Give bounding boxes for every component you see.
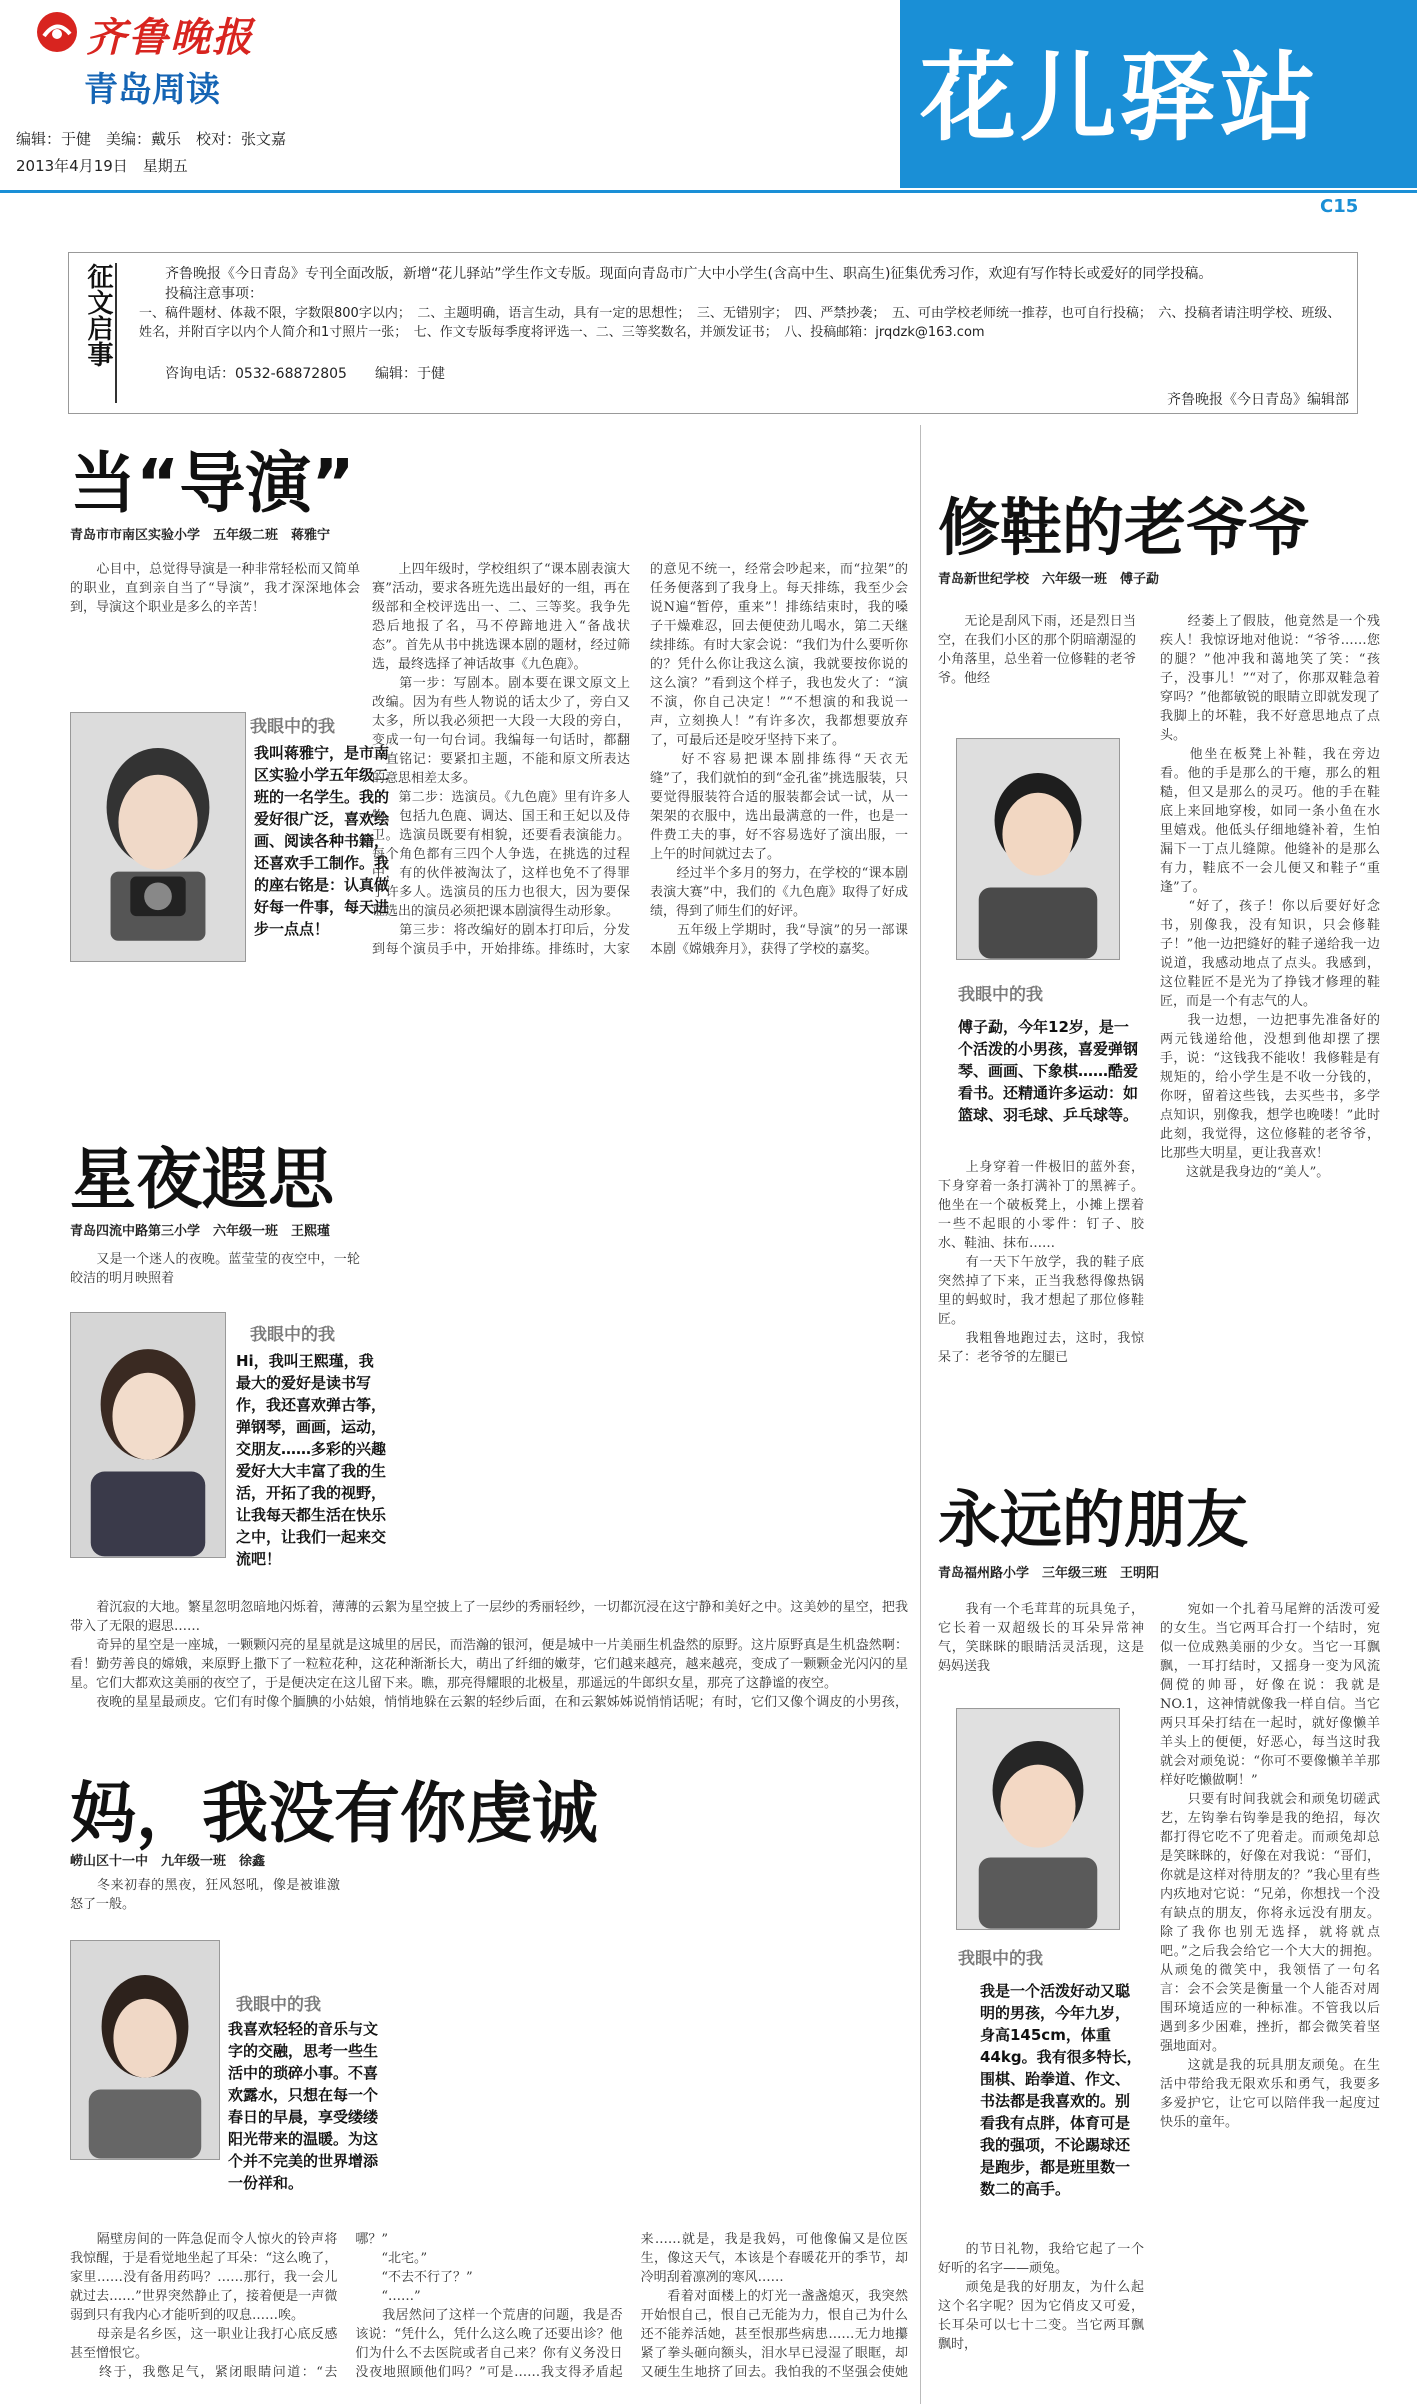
logo-icon [34, 10, 80, 54]
notice-rules: 一、稿件题材、体裁不限，字数限800字以内； 二、主题明确，语言生动，具有一定的思想性； 三、无错别字； 四、严禁抄袭； 五、可由学校老师统一推荐，也可自行投稿； 六、投稿者请注明学校、班级、姓名，并附百字以内个人简介和1寸照片一张； 七、作文专版每季度将评选一、二、三等奖数名，并颁发证书； 八、投稿邮箱：jrqdzk@163.com [139, 306, 1341, 340]
article-2-byline: 青岛新世纪学校 六年级一班 傅子勐 [938, 572, 1160, 587]
article-3-photo [70, 1312, 226, 1558]
article-2-body-left: 上身穿着一件极旧的蓝外套，下身穿着一条打满补丁的黑裤子。他坐在一个破板凳上，小摊上摆着一些不起眼的小零件：钉子、胶水、鞋油、抹布…… 有一天下午放学，我的鞋子底突然掉了下来，正当我愁得像热锅里的蚂蚁时，我才想起了那位修鞋匠。 我粗鲁地跑过去，这时，我惊呆了：老爷爷的左腿已 [938, 1160, 1144, 1365]
notice-rules-title: 投稿注意事项： [165, 286, 263, 302]
article-5-photo [70, 1940, 220, 2160]
article-3-intro: 又是一个迷人的夜晚。蓝莹莹的夜空中，一轮皎洁的明月映照着 [70, 1252, 360, 1286]
column-divider [920, 425, 921, 2404]
article-4-intro: 我有一个毛茸茸的玩具兔子，它长着一双超级长的耳朵异常神气，笑眯眯的眼睛活灵活现，这是妈妈送我 [938, 1602, 1144, 1674]
article-1-columns: 上四年级时，学校组织了“课本剧表演大赛”活动，要求各班先选出最好的一组，再在级部和全校评选出一、二、三等奖。我争先恐后地报了名，马不停蹄地进入“备战状态”。首先从书中挑选课本剧的题材，经过筛选，最终选择了神话故事《九色鹿》。 第一步：写剧本。剧本要在课文原文上改编。因为有些人物说的话太少了，旁白又太多，所以我必须把一大段一大段的旁白，变成一句一句台词。我编每一句话时，都翻一直铭记：要紧扣主题，不能和原文所表达的意思相差太多。 第二步：选演员。《九色鹿》里有许多人物，包括九色鹿、调达、国王和王妃以及侍卫。选演员既要有相貌，还要看表演能力。每个角色都有三四个人争选，在挑选的过程中，有的伙伴被淘汰了，这样也免不了得罪了许多人。选演员的压力也很大，因为要保证选出的演员必须把课本剧演得生动形象。 第三步：将改编好的剧本打印后，分发到每个演员手中，开始排练。排练时，大家的意见不统一，经常会吵起来，而“拉架”的任务便落到了我身上。每天排练，我至少会说N遍“暂停，重来”！排练结束时，我的嗓子干燥难忍，回去便使劲儿喝水，第二天继续排练。有时大家会说：“我们为什么要听你的？凭什么你让我这么演，我就要按你说的这么演？”看到这个样子，我也发火了：“演不演，你自己决定！”“不想演的和我说一声，立刻换人！”有许多次，我都想要放弃了，可最后还是咬牙坚持下来了。 好不容易把课本剧排练得“天衣无缝”了，我们就怕的到“金孔雀”挑选服装，只要觉得服装符合适的服装都会试一试，从一架架的衣服中，选出最满意的一件，也是一件费工夫的事，好不容易选好了演出服，一上午的时间就过去了。 经过半个多月的努力，在学校的“课本剧表演大赛”中，我们的《九色鹿》取得了好成绩，得到了师生们的好评。 五年级上学期时，我“导演”的另一部课本剧《嫦娥奔月》，获得了学校的嘉奖。 [372, 562, 908, 957]
article-3-title: 星夜遐思 [70, 1141, 334, 1218]
page-number: C15 [1320, 196, 1359, 217]
article-1-photo [70, 712, 246, 962]
article-2-body-right: 经萎上了假肢，他竟然是一个残疾人！我惊讶地对他说：“爷爷……您的腿？”他冲我和蔼地笑了笑：“孩子，没事儿！”“对了，你那双鞋急着穿吗？”他都敏锐的眼睛立即就发现了我脚上的坏鞋，我不好意思地点了点头。 他坐在板凳上补鞋，我在旁边看。他的手是那么的干瘪，那么的粗糙，但又是那么的灵巧。他的手在鞋底上来回地穿梭，如同一条小鱼在水里嬉戏。他低头仔细地缝补着，生怕漏下一丁点儿缝隙。他缝补的是那么有力，鞋底不一会儿便又和鞋子“重逢”了。 “好了，孩子！你以后要好好念书，别像我，没有知识，只会修鞋子！”他一边把缝好的鞋子递给我一边说道，我感动地点了点头。我感到，这位鞋匠不是光为了挣钱才修理的鞋匠，而是一个有志气的人。 我一边想，一边把事先准备好的两元钱递给他，没想到他却摆了摆手，说：“这钱我不能收！我修鞋是有规矩的，给小学生是不收一分钱的，你呀，留着这些钱，去买些书，多学点知识，别像我，想学也晚喽！”此时此刻，我觉得，这位修鞋的老爷爷，比那些大明星，更让我喜欢！ 这就是我身边的“美人”。 [1160, 614, 1380, 1180]
banner [900, 0, 1417, 188]
article-3-columns: 着沉寂的大地。繁星忽明忽暗地闪烁着，薄薄的云絮为星空披上了一层纱的秀丽轻纱，一切都沉浸在这宁静和美好之中。这美妙的星空，把我带入了无限的遐思…… 奇异的星空是一座城，一颗颗闪亮的星星就是这城里的居民，而浩瀚的银河，便是城中一片美丽生机盎然的原野。这片原野真是生机盎然啊：看！勤劳善良的嫦娥，来原野上撒下了一粒粒花种，这花种渐渐长大，萌出了纤细的嫩芽，它们越来越亮，越来越亮，变成了一颗颗金光闪闪的星星。它们大都欢这美丽的夜空了，于是便决定在这儿留下来。瞧，那亮得耀眼的北极星，那遥远的牛郎织女星，那亮了这静谧的夜空。 夜晚的星星最顽皮。它们有时像个腼腆的小姑娘，悄悄地躲在云絮的轻纱后面，在和云絮姊姊说悄悄话呢；有时，它们又像个调皮的小男孩， [70, 1600, 908, 1710]
article-3-mine-label: 我眼中的我 [250, 1325, 335, 1345]
article-2-mine-label: 我眼中的我 [958, 985, 1043, 1005]
article-4-title: 永远的朋友 [938, 1483, 1249, 1556]
article-1-byline: 青岛市市南区实验小学 五年级二班 蒋雅宁 [70, 528, 331, 543]
article-2-intro: 无论是刮风下雨，还是烈日当空，在我们小区的那个阴暗潮湿的小角落里，总坐着一位修鞋的老爷爷。他经 [938, 614, 1136, 686]
article-5-byline: 崂山区十一中 九年级一班 徐鑫 [70, 1854, 266, 1869]
article-4-bio: 我是一个活泼好动又聪明的男孩，今年九岁，身高145cm，体重44kg。我有很多特长，围棋、跆拳道、作文、书法都是我喜欢的。别看我有点胖，体育可是我的强项，不论踢球还是跑步，都是班里数一数二的高手。 [980, 1982, 1142, 2198]
article-1-intro: 心目中，总觉得导演是一种非常轻松而又简单的职业，直到亲自当了“导演”，我才深深地体会到，导演这个职业是多么的辛苦！ [70, 562, 360, 615]
article-4-mine-label: 我眼中的我 [958, 1949, 1043, 1969]
banner-title: 花儿驿站 [920, 42, 1320, 154]
article-3-bio: Hi，我叫王熙瑾，我最大的爱好是读书写作，我还喜欢弹古筝，弹钢琴，画画，运动，交朋友……多彩的兴趣爱好大大丰富了我的生活，开拓了我的视野，让我每天都生活在快乐之中，让我们一起来交流吧！ [236, 1352, 387, 1568]
article-1-body [70, 980, 400, 1100]
article-5-bio: 我喜欢轻轻的音乐与文字的交融，思考一些生活中的琐碎小事。不喜欢露水，只想在每一个春日的早晨，享受缕缕阳光带来的温暖。为这个并不完美的世界增添一份祥和。 [228, 2020, 379, 2192]
notice-box [68, 252, 1358, 414]
article-1-bio: 我叫蒋雅宁，是市南区实验小学五年级二班的一名学生。我的爱好很广泛，喜欢绘画、阅读各种书籍，还喜欢手工制作。我的座右铭是：认真做好每一件事，每天进步一点点！ [254, 744, 390, 938]
article-1-mine-label: 我眼中的我 [250, 717, 335, 737]
header-rule [0, 190, 1417, 193]
article-1-title: 当“导演” [70, 445, 355, 522]
article-5-mine-label: 我眼中的我 [236, 1995, 321, 2015]
article-5-columns: 隔壁房间的一阵急促而令人惊火的铃声将我惊醒，于是看觉地坐起了耳朵：“这么晚了，家里……没有备用药吗？……那行，我一会儿就过去……”世界突然静止了，接着便是一声微弱到只有我内心才能听到的叹息……唉。 母亲是名乡医，这一职业让我打心底反感甚至憎恨它。 终于，我憋足气，紧闭眼睛问道：“去哪？” “北宅。” “不去不行了？” “……” 我居然问了这样一个荒唐的问题，我是否该说：“凭什么，凭什么这么晚了还要出诊？他们为什么不去医院或者自己来？你有义务没日没夜地照顾他们吗？”可是……我支得矛盾起来……就是，我是我妈，可他像偏又是位医生，像这天气，本该是个春暖花开的季节，却冷明刮着凛冽的寒风…… 看着对面楼上的灯光一盏盏熄灭，我突然开始恨自己，恨自己无能为力，恨自己为什么还不能养活她，甚至恨那些病患……无力地攥紧了拳头砸向额头，泪水早已浸湿了眼眶，却又硬生生地挤了回去。我怕我的不坚强会使她 [70, 2232, 908, 2380]
article-4-byline: 青岛福州路小学 三年级三班 王明阳 [938, 1566, 1160, 1581]
notice-tag: 征文启事 [81, 263, 117, 403]
article-4-body-right: 宛如一个扎着马尾辫的活泼可爱的女生。当它两耳合打一个结时，宛似一位成熟美丽的少女。当它一耳飘飘，一耳打结时，又摇身一变为风流倜傥的帅哥，好像在说：我就是NO.1，这神情就像我一样自信。当它两只耳朵打结在一起时，就好像懒羊羊头上的便便，好恶心，每当这时我就会对顽兔说：“你可不要像懒羊羊那样好吃懒做啊！” 只要有时间我就会和顽兔切磋武艺，左钩拳右钩拳是我的绝招，每次都打得它吃不了兜着走。而顽兔却总是笑眯眯的，好像在对我说：“哥们，你就是这样对待朋友的？”我心里有些内疚地对它说：“兄弟，你想找一个没有缺点的朋友，你将永远没有朋友。除了我你也别无选择，就将就点吧。”之后我会给它一个大大的拥抱。从顽兔的微笑中，我领悟了一句名言：会不会笑是衡量一个人能否对周围环境适应的一种标准。不管我以后遇到多少困难，挫折，都会微笑着坚强地面对。 这就是我的玩具朋友顽兔。在生活中带给我无限欢乐和勇气，我要多多爱护它，让它可以陪伴我一起度过快乐的童年。 [1160, 1602, 1380, 2130]
issue-date: 2013年4月19日 星期五 [16, 157, 188, 175]
notice-intro: 齐鲁晚报《今日青岛》专刊全面改版，新增“花儿驿站”学生作文专版。现面向青岛市广大中小学生(含高中生、职高生)征集优秀习作，欢迎有写作特长或爱好的同学投稿。 [165, 266, 1213, 282]
article-2-photo [956, 738, 1120, 960]
article-2-bio: 傅子勐，今年12岁，是一个活泼的小男孩，喜爱弹钢琴、画画、下象棋……酷爱看书。还精通许多运动：如篮球、羽毛球、乒乓球等。 [958, 1018, 1139, 1124]
header [0, 0, 1417, 217]
masthead-logo: 齐鲁晚报 [86, 14, 254, 61]
article-5-title: 妈，我没有你虔诚 [70, 1775, 598, 1852]
article-4-body-left: 的节日礼物，我给它起了一个好听的名字——顽兔。 顽兔是我的好朋友，为什么起这个名字呢？因为它俏皮又可爱，长耳朵可以七十二变。当它两耳飘飘时， [938, 2242, 1144, 2352]
credits: 编辑：于健 美编：戴乐 校对：张文嘉 [16, 130, 287, 148]
notice-contact: 咨询电话：0532-68872805 编辑：于健 [165, 366, 445, 382]
article-4-photo [956, 1708, 1120, 1930]
masthead-subtitle: 青岛周读 [84, 70, 220, 110]
article-2-title: 修鞋的老爷爷 [938, 491, 1311, 564]
article-3-byline: 青岛四流中路第三小学 六年级一班 王熙瑾 [70, 1224, 331, 1239]
article-5-intro: 冬来初春的黑夜，狂风怒吼，像是被谁激怒了一般。 [70, 1878, 340, 1912]
notice-sign: 齐鲁晚报《今日青岛》编辑部 [1167, 392, 1349, 408]
article-3-body [372, 1250, 908, 1590]
